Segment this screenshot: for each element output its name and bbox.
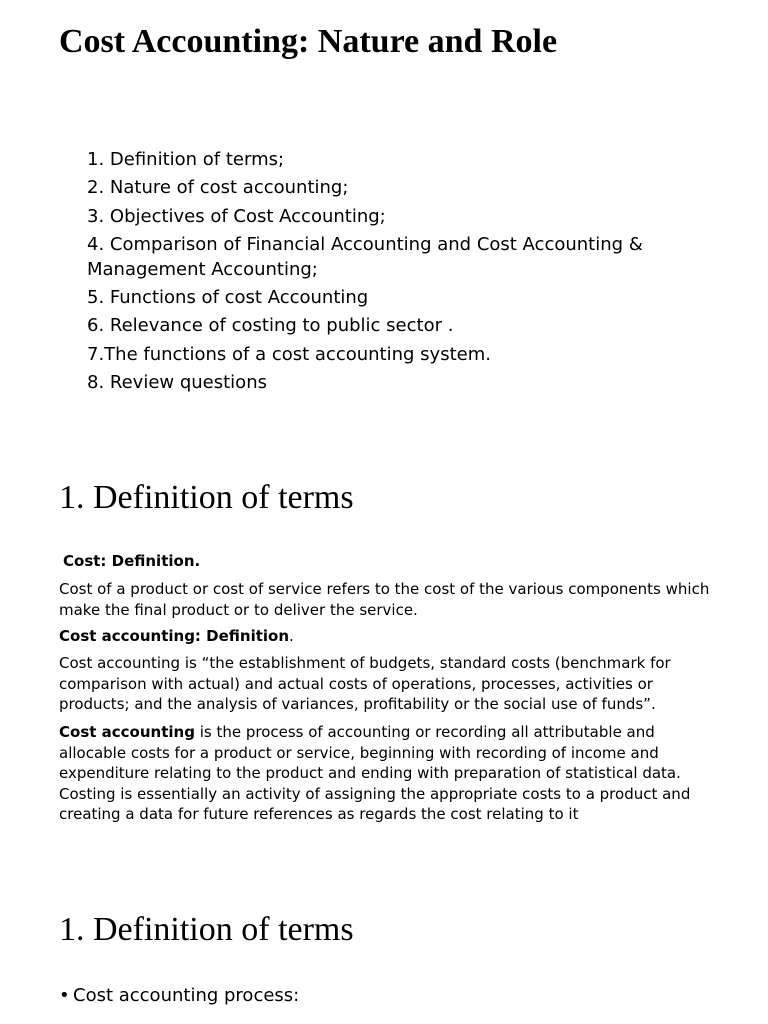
toc-item: 5. Functions of cost Accounting	[87, 287, 369, 309]
toc-item: 2. Nature of cost accounting;	[87, 177, 349, 199]
section-heading-definitions-continued: 1. Definition of terms	[59, 911, 354, 948]
table-of-contents	[87, 147, 707, 398]
toc-item: 7.The functions of a cost accounting system.	[87, 343, 491, 365]
cost-accounting-process-paragraph	[59, 722, 719, 825]
bullet-item-text: Cost accounting process:	[73, 985, 300, 1006]
cost-accounting-definition-label: Cost accounting: Definition	[59, 627, 290, 645]
cost-accounting-definition-text: Cost accounting is “the establishment of budgets, standard costs (benchmark for comparison with actual) and actual costs of operations, processes, activities or products; and the analysis of variances, profitability or the social use of funds”.	[59, 654, 671, 713]
toc-item: 1. Definition of terms;	[87, 149, 285, 170]
bullet-item	[59, 983, 299, 1008]
cost-accounting-process-text: is the process of accounting or recording all attributable and allocable costs for a product or service, beginning with recording of income and expenditure relating to the product and ending with preparation of statistical data. Costing is essentially an activity of assigning the appropriate costs to a product and creating a data for future references as regards the cost relating to it	[59, 723, 691, 823]
cost-accounting-definition-heading	[59, 626, 719, 647]
toc-item: 8. Review questions	[87, 372, 267, 394]
document-title: Cost Accounting: Nature and Role	[59, 23, 558, 60]
cost-accounting-term: Cost accounting	[59, 723, 195, 741]
toc-item: 6. Relevance of costing to public sector .	[87, 315, 454, 337]
toc-item: 4. Comparison of Financial Accounting and Cost Accounting & Management Accounting;	[87, 233, 643, 280]
cost-definition-label: Cost: Definition.	[63, 552, 201, 570]
section-heading-definitions: 1. Definition of terms	[59, 479, 354, 516]
cost-definition-text: Cost of a product or cost of service refers to the cost of the various components which make the final product or to deliver the service.	[59, 580, 710, 619]
toc-item: 3. Objectives of Cost Accounting;	[87, 205, 386, 227]
bullet-icon: •	[59, 985, 70, 1006]
cost-accounting-definition-suffix: .	[289, 627, 294, 645]
